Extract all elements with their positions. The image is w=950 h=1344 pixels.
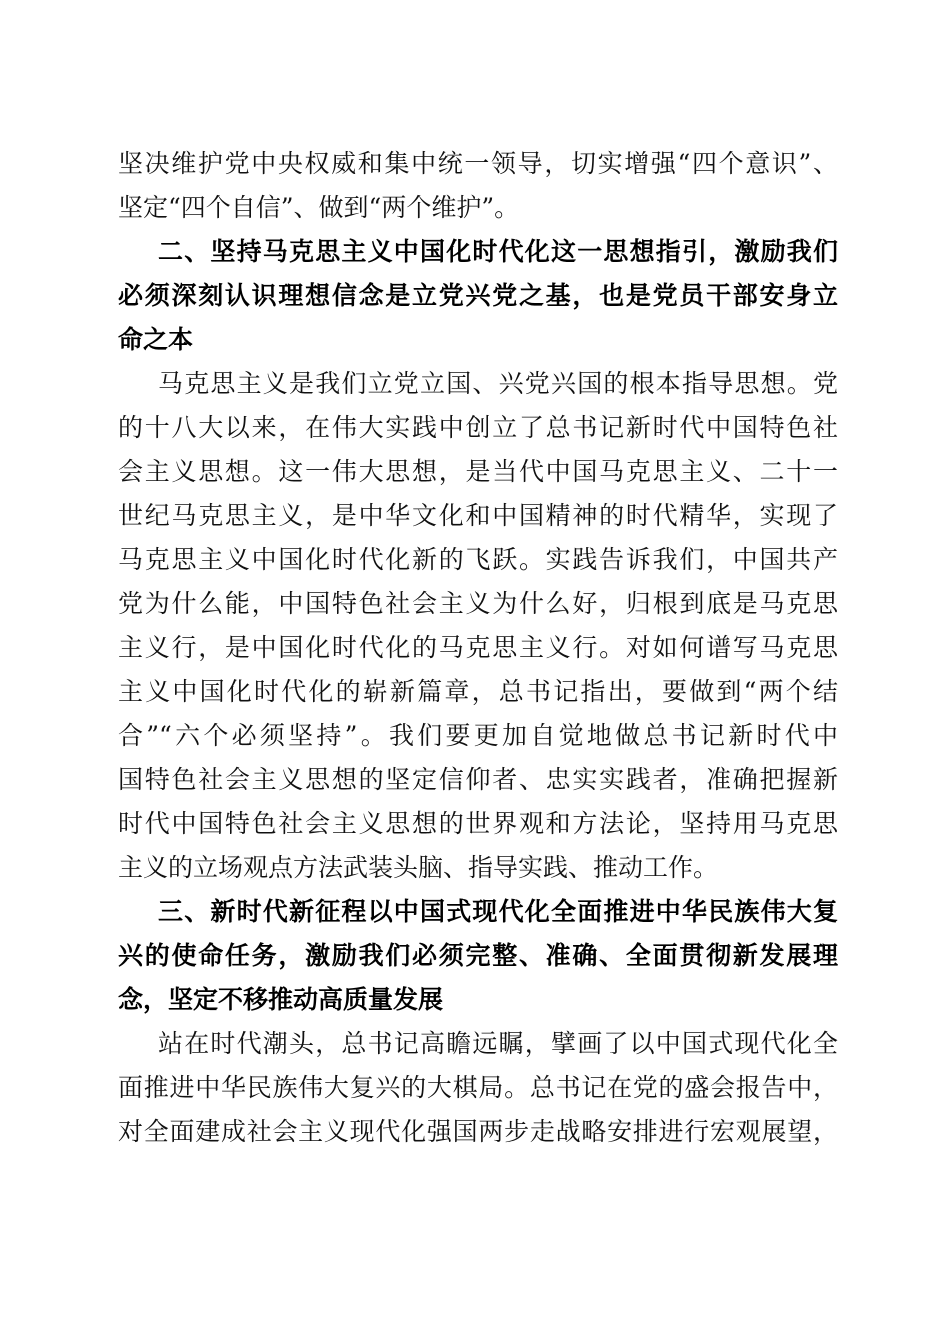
section-2-heading-line-1: 二、坚持马克思主义中国化时代化这一思想指引，激励我们 <box>158 237 838 266</box>
section-2-body-line-1: 马克思主义是我们立党立国、兴党兴国的根本指导思想。党 <box>158 369 838 398</box>
section-3-body-line-2: 面推进中华民族伟大复兴的大棋局。总书记在党的盛会报告中， <box>118 1073 838 1102</box>
section-2-body-line-9: 合”“六个必须坚持”。我们要更加自觉地做总书记新时代中 <box>118 721 838 750</box>
continuation-line-1: 坚决维护党中央权威和集中统一领导，切实增强“四个意识”、 <box>118 149 838 178</box>
section-2-body-line-5: 马克思主义中国化时代化新的飞跃。实践告诉我们，中国共产 <box>118 545 838 574</box>
section-3-heading-line-2: 兴的使命任务，激励我们必须完整、准确、全面贯彻新发展理 <box>118 941 838 970</box>
section-2-heading-line-2: 必须深刻认识理想信念是立党兴党之基，也是党员干部安身立 <box>118 281 838 310</box>
section-3-heading-line-1: 三、新时代新征程以中国式现代化全面推进中华民族伟大复 <box>158 897 838 926</box>
section-2-body-line-4: 世纪马克思主义，是中华文化和中国精神的时代精华，实现了 <box>118 501 838 530</box>
section-2-body-line-2: 的十八大以来，在伟大实践中创立了总书记新时代中国特色社 <box>118 413 838 442</box>
section-2-body-line-3: 会主义思想。这一伟大思想，是当代中国马克思主义、二十一 <box>118 457 838 486</box>
section-3-heading-line-3: 念，坚定不移推动高质量发展 <box>118 985 444 1014</box>
section-2-body-line-7: 主义行，是中国化时代化的马克思主义行。对如何谱写马克思 <box>118 633 838 662</box>
continuation-line-2: 坚定“四个自信”、做到“两个维护”。 <box>118 193 520 222</box>
section-2-body-line-8: 主义中国化时代化的崭新篇章，总书记指出，要做到“两个结 <box>118 677 838 706</box>
section-3-body-line-1: 站在时代潮头，总书记高瞻远瞩，擘画了以中国式现代化全 <box>158 1029 838 1058</box>
section-2-heading-line-3: 命之本 <box>118 325 194 354</box>
section-2-body-line-12: 主义的立场观点方法武装头脑、指导实践、推动工作。 <box>118 853 719 882</box>
section-2-body-line-11: 时代中国特色社会主义思想的世界观和方法论，坚持用马克思 <box>118 809 838 838</box>
section-2-body-line-6: 党为什么能，中国特色社会主义为什么好，归根到底是马克思 <box>118 589 838 618</box>
section-2-body-line-10: 国特色社会主义思想的坚定信仰者、忠实实践者，准确把握新 <box>118 765 838 794</box>
section-3-body-line-3: 对全面建成社会主义现代化强国两步走战略安排进行宏观展望， <box>118 1117 838 1146</box>
